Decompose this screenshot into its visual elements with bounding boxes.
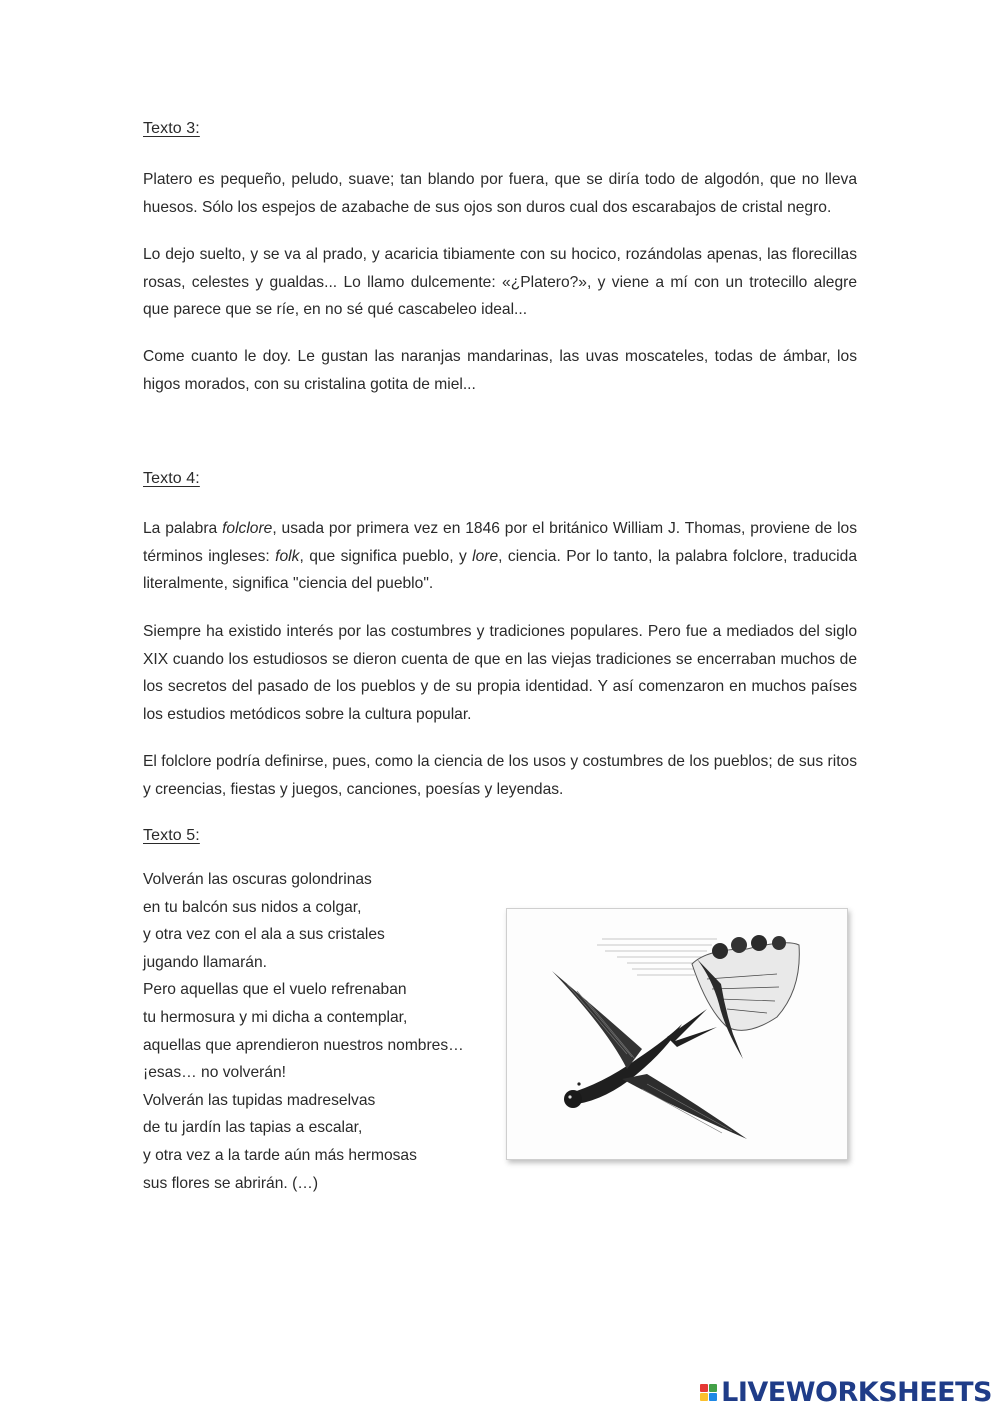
poem-line: tu hermosura y mi dicha a contemplar, bbox=[143, 1008, 408, 1026]
texto-4-paragraph-3: El folclore podría definirse, pues, como la ciencia de los usos y costumbres de los pueblos; de sus ritos y creencias, fiestas y juegos, canciones, poesías y leyendas. bbox=[143, 753, 857, 798]
texto-4-paragraph-2: Siempre ha existido interés por las costumbres y tradiciones populares. Pero fue a mediados del siglo XIX cuando los estudiosos se dieron cuenta de que en las viejas tradiciones se encerraban muchos de los secretos del pasado de los pueblos y de su propia identidad. Y así comenzaron en muchos países los estudios metódicos sobre la cultura popular. bbox=[143, 623, 857, 723]
poem-line: sus flores se abrirán. (…) bbox=[143, 1174, 319, 1192]
swallow-engraving-icon bbox=[507, 909, 847, 1159]
poem-line: Volverán las oscuras golondrinas bbox=[143, 871, 372, 888]
texto-3-paragraph-2: Lo dejo suelto, y se va al prado, y acaricia tibiamente con su hocico, rozándolas apenas, las florecillas rosas, celestes y gualdas... Lo llamo dulcemente: «¿Platero?», y viene a mí con un trotecillo alegre que parece que se ríe, en no sé qué cascabeleo ideal... bbox=[143, 246, 857, 318]
p1-part-d: , ciencia. Por lo tanto, la palabra folclore, traducida literalmente, significa "ciencia del pueblo". bbox=[143, 547, 857, 592]
poem-line: jugando llamarán. bbox=[143, 953, 267, 971]
poem bbox=[143, 866, 493, 1197]
p1-part-c: , que significa pueblo, y bbox=[299, 547, 473, 565]
poem-line: en tu balcón sus nidos a colgar, bbox=[143, 898, 362, 916]
poem-line: Volverán las tupidas madreselvas bbox=[143, 1091, 376, 1109]
texto-3-heading: Texto 3: bbox=[143, 120, 200, 137]
texto-4-paragraph-1 bbox=[143, 515, 857, 598]
liveworksheets-logo bbox=[700, 1377, 992, 1407]
texto-4-heading: Texto 4: bbox=[143, 470, 200, 487]
texto-3-paragraph-3: Come cuanto le doy. Le gustan las naranjas mandarinas, las uvas moscateles, todas de ámbar, los higos morados, con su cristalina gotita de miel... bbox=[143, 348, 857, 393]
term-lore: lore bbox=[472, 547, 499, 565]
p1-part-b: , usada por primera vez en 1846 por el británico William J. Thomas, proviene de los términos ingleses: bbox=[143, 520, 857, 565]
poem-line: y otra vez con el ala a sus cristales bbox=[143, 926, 385, 944]
poem-line: Pero aquellas que el vuelo refrenaban bbox=[143, 981, 407, 999]
poem-line: aquellas que aprendieron nuestros nombres… bbox=[143, 1036, 464, 1054]
swallow-illustration bbox=[506, 908, 848, 1160]
texto-3-paragraph-1: Platero es pequeño, peludo, suave; tan blando por fuera, que se diría todo de algodón, que no lleva huesos. Sólo los espejos de azabache de sus ojos son duros cual dos escarabajos de cristal negro. bbox=[143, 171, 857, 216]
term-folk: folk bbox=[275, 547, 300, 565]
texto-5-heading: Texto 5: bbox=[143, 827, 200, 844]
term-folclore: folclore bbox=[222, 520, 273, 537]
logo-mark-icon bbox=[700, 1384, 717, 1401]
brand-name: LIVEWORKSHEETS bbox=[721, 1376, 992, 1408]
poem-line: y otra vez a la tarde aún más hermosas bbox=[143, 1146, 417, 1164]
poem-line: de tu jardín las tapias a escalar, bbox=[143, 1119, 363, 1137]
poem-line: ¡esas… no volverán! bbox=[143, 1064, 287, 1082]
p1-part-a: La palabra bbox=[143, 520, 223, 537]
